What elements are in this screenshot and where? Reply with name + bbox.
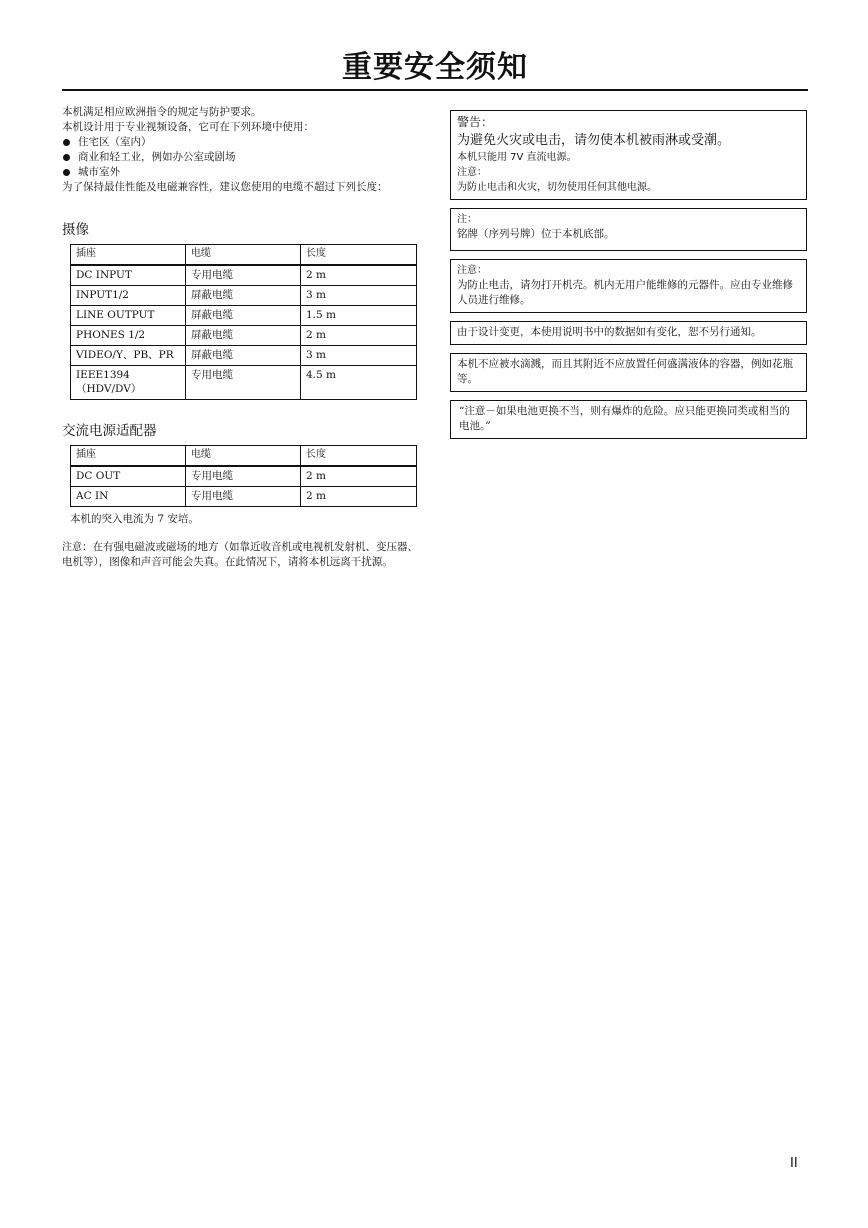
title-divider: [62, 89, 808, 91]
length-cell: 4.5 m: [301, 366, 417, 400]
bullet-icon: [63, 139, 70, 146]
table-row: [71, 306, 417, 326]
page-title: 重要安全须知: [342, 50, 528, 85]
water-warning-text: 本机不应被水滴溅，而且其附近不应放置任何盛满液体的容器，例如花瓶等。: [457, 358, 793, 385]
cable-cell: 屏蔽电缆: [186, 286, 301, 306]
intro-line-3: 为了保持最佳性能及电磁兼容性，建议您使用的电缆不超过下列长度：: [62, 181, 388, 193]
warning-caution-label: 注意：: [457, 167, 487, 178]
cable-cell: 屏蔽电缆: [186, 306, 301, 326]
adapter-cable-table: [70, 445, 417, 507]
bullet-icon: [63, 169, 70, 176]
shock-caution-box: [450, 259, 807, 313]
table-row: [71, 346, 417, 366]
table-row: [71, 466, 417, 487]
cable-cell: 专用电缆: [186, 366, 301, 400]
socket-cell: IEEE1394 （HDV/DV）: [71, 366, 186, 400]
column-header-cable: 电缆: [186, 245, 301, 266]
socket-cell: PHONES 1/2: [71, 326, 186, 346]
column-header-length: 长度: [301, 245, 417, 266]
warning-power-text: 本机只能用 7V 直流电源。: [457, 152, 577, 163]
spec-change-text: 由于设计变更，本使用说明书中的数据如有变化，恕不另行通知。: [457, 326, 762, 338]
length-cell: 3 m: [301, 346, 417, 366]
battery-caution-box: [450, 400, 807, 439]
socket-cell: AC IN: [71, 487, 186, 507]
cable-cell: 专用电缆: [186, 265, 301, 286]
cable-cell: 专用电缆: [186, 466, 301, 487]
cable-cell: 专用电缆: [186, 487, 301, 507]
table-header-row: [71, 245, 417, 266]
table-header-row: [71, 446, 417, 467]
intro-line-1: 本机满足相应欧洲指令的规定与防护要求。: [62, 106, 262, 118]
caution-text: 为防止电击，请勿打开机壳。机内无用户能维修的元器件。应由专业维修人员进行维修。: [457, 279, 793, 306]
interference-caution: [62, 540, 418, 570]
intro-line-2: 本机设计用于专业视频设备，它可在下列环境中使用：: [62, 121, 314, 133]
intro-block: [62, 105, 418, 195]
length-cell: 1.5 m: [301, 306, 417, 326]
page-number: II: [790, 1156, 798, 1171]
caution-label: 注意：: [457, 265, 487, 276]
column-header-cable: 电缆: [186, 446, 301, 467]
socket-cell: VIDEO/Y、PB、PR: [71, 346, 186, 366]
warning-main-text: 为避免火灾或电击，请勿使本机被雨淋或受潮。: [457, 133, 731, 148]
warning-box: [450, 110, 807, 200]
warning-title: 警告：: [457, 115, 494, 129]
table-row: [71, 265, 417, 286]
socket-cell: LINE OUTPUT: [71, 306, 186, 326]
note-text: 铭牌（序列号牌）位于本机底部。: [457, 228, 615, 240]
caution-text: ：在有强电磁波或磁场的地方（如靠近收音机或电视机发射机、变压器、电机等），图像和声音可能会失真。在此情况下，请将本机远离干扰源。: [62, 541, 418, 568]
note-label: 注：: [457, 214, 477, 225]
column-header-socket: 插座: [71, 446, 186, 467]
bullet-icon: [63, 154, 70, 161]
environment-list: [62, 135, 418, 180]
list-item-text: 城市室外: [78, 166, 120, 178]
socket-cell: DC OUT: [71, 466, 186, 487]
water-warning-box: [450, 353, 807, 392]
list-item: [62, 135, 418, 150]
adapter-section-heading: 交流电源适配器: [62, 423, 157, 439]
caution-label: 注意: [62, 542, 82, 553]
column-header-socket: 插座: [71, 245, 186, 266]
length-cell: 2 m: [301, 487, 417, 507]
left-column: [62, 105, 418, 570]
table-row: [71, 326, 417, 346]
list-item: [62, 165, 418, 180]
length-cell: 3 m: [301, 286, 417, 306]
camera-section-heading: 摄像: [62, 222, 89, 238]
inrush-current-note: 本机的突入电流为 7 安培。: [70, 513, 199, 525]
nameplate-note-box: [450, 208, 807, 251]
socket-cell: DC INPUT: [71, 265, 186, 286]
list-item-text: 住宅区（室内）: [78, 136, 152, 148]
cable-cell: 屏蔽电缆: [186, 346, 301, 366]
right-column: [450, 110, 807, 447]
table-row: [71, 366, 417, 400]
length-cell: 2 m: [301, 265, 417, 286]
length-cell: 2 m: [301, 466, 417, 487]
spec-change-box: [450, 321, 807, 345]
length-cell: 2 m: [301, 326, 417, 346]
column-header-length: 长度: [301, 446, 417, 467]
warning-caution-text: 为防止电击和火灾，切勿使用任何其他电源。: [457, 182, 657, 193]
battery-caution-text: “注意－如果电池更换不当，则有爆炸的危险。应只能更换同类或相当的电池。”: [459, 405, 790, 432]
list-item-text: 商业和轻工业，例如办公室或剧场: [78, 151, 236, 163]
table-row: [71, 487, 417, 507]
cable-cell: 屏蔽电缆: [186, 326, 301, 346]
table-row: [71, 286, 417, 306]
camera-cable-table: [70, 244, 417, 400]
list-item: [62, 150, 418, 165]
socket-cell: INPUT1/2: [71, 286, 186, 306]
